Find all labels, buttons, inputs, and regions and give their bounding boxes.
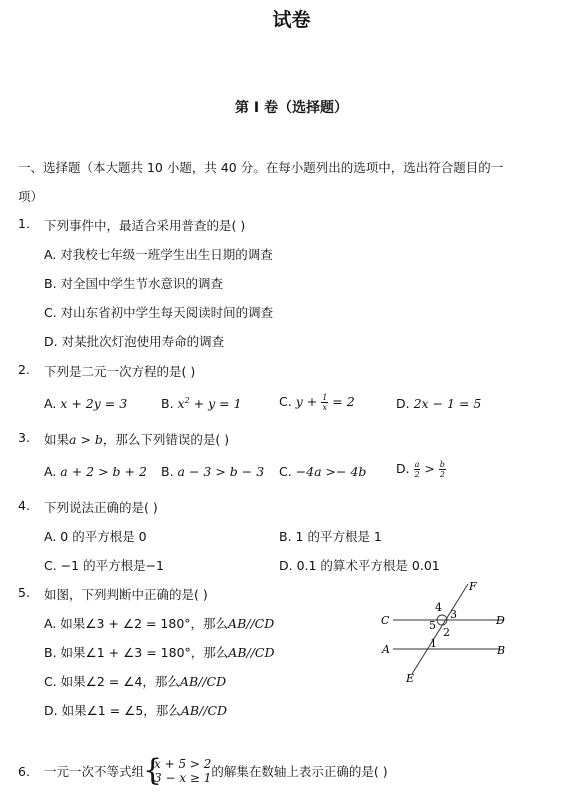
system-line-1: x + 5 > 2 xyxy=(154,757,212,771)
question-2-option-b[interactable] xyxy=(161,396,242,411)
option-d-math: AB//CD xyxy=(180,703,228,718)
option-b-text: B. 如果∠1 + ∠3 = 180°，那么 xyxy=(44,645,229,660)
question-2-stem: 下列是二元一次方程的是( ) xyxy=(44,364,196,379)
option-b-math: AB//CD xyxy=(228,645,275,660)
question-1-option-b[interactable]: B. 对全国中学生节水意识的调查 xyxy=(44,276,224,291)
fraction-denominator: 2 xyxy=(439,470,445,479)
question-2-option-c[interactable] xyxy=(279,393,355,412)
option-c-label: C. xyxy=(279,464,292,479)
question-4-stem: 下列说法正确的是( ) xyxy=(44,500,158,515)
question-5-option-a[interactable] xyxy=(44,614,274,632)
question-2-option-a[interactable] xyxy=(44,396,127,411)
option-c-fraction xyxy=(321,393,328,412)
option-d-fraction-b xyxy=(439,460,446,479)
fraction-numerator: a xyxy=(414,460,420,469)
question-2-option-d[interactable] xyxy=(396,396,481,411)
stem-pre: 一元一次不等式组 xyxy=(44,764,145,779)
question-3-stem xyxy=(44,430,229,448)
question-1-number: 1. xyxy=(18,216,30,231)
option-d-text: D. 如果∠1 = ∠5，那么 xyxy=(44,703,181,718)
option-d-label: D. xyxy=(396,396,410,411)
question-1-option-c[interactable]: C. 对山东省初中学生每天阅读时间的调查 xyxy=(44,305,274,320)
label-b: B xyxy=(497,644,506,657)
angle-label-1: 1 xyxy=(430,637,437,650)
option-c-expression: −4a >− 4b xyxy=(295,464,367,479)
option-b-rest: + y = 1 xyxy=(189,396,242,412)
option-d-label: D. xyxy=(396,461,410,476)
parallel-lines-figure xyxy=(375,578,520,688)
question-3-number: 3. xyxy=(18,430,30,445)
option-c-pre: y + xyxy=(295,394,318,409)
option-d-operator: > xyxy=(420,461,439,476)
question-3-option-d[interactable] xyxy=(396,460,446,479)
option-a-label: A. xyxy=(44,464,57,479)
option-b-expression: a − 3 > b − 3 xyxy=(177,464,265,479)
question-4-option-c[interactable]: C. −1 的平方根是−1 xyxy=(44,558,165,573)
stem-pre: 如果 xyxy=(44,432,70,447)
option-a-expression: a + 2 > b + 2 xyxy=(60,464,147,479)
system-line-2: 3 − x ≥ 1 xyxy=(154,771,212,785)
section-heading: 第 I 卷（选择题） xyxy=(235,100,348,116)
question-1-option-d[interactable]: D. 对某批次灯泡使用寿命的调查 xyxy=(44,334,225,349)
question-6-number: 6. xyxy=(18,764,30,779)
label-f: F xyxy=(469,580,477,593)
angle-label-4: 4 xyxy=(435,601,442,614)
fraction-numerator: b xyxy=(439,460,445,469)
question-5-option-c[interactable] xyxy=(44,672,226,690)
brace-icon: { xyxy=(143,753,163,788)
question-2-number: 2. xyxy=(18,362,30,377)
inequality-system xyxy=(143,753,212,788)
option-c-label: C. xyxy=(279,394,292,409)
option-d-expression: 2x − 1 = 5 xyxy=(413,396,482,411)
question-5-stem: 如图，下列判断中正确的是( ) xyxy=(44,587,208,602)
angle-label-3: 3 xyxy=(450,608,457,621)
option-a-label: A. xyxy=(44,396,57,411)
option-b-base: x xyxy=(177,396,185,412)
stem-post: ，那么下列错误的是( ) xyxy=(102,432,230,447)
question-4-option-a[interactable]: A. 0 的平方根是 0 xyxy=(44,529,147,544)
option-b-label: B. xyxy=(161,464,174,479)
instruction-line-2: 项） xyxy=(18,189,44,204)
question-1-stem: 下列事件中，最适合采用普查的是( ) xyxy=(44,218,246,233)
instruction-line-1: 一、选择题（本大题共 10 小题，共 40 分。在每小题列出的选项中，选出符合题目的一 xyxy=(18,160,504,175)
question-3-option-b[interactable] xyxy=(161,464,264,479)
question-5-option-b[interactable] xyxy=(44,643,275,661)
option-a-math: AB//CD xyxy=(228,616,275,631)
angle-label-2: 2 xyxy=(443,626,450,639)
option-a-expression: x + 2y = 3 xyxy=(60,396,128,411)
question-4-option-d[interactable]: D. 0.1 的算术平方根是 0.01 xyxy=(279,558,440,573)
question-3-option-c[interactable] xyxy=(279,464,366,479)
label-d: D xyxy=(496,614,505,627)
fraction-denominator: x xyxy=(322,403,327,412)
option-c-post: = 2 xyxy=(332,394,355,409)
label-e: E xyxy=(406,672,415,685)
stem-math: a > b xyxy=(69,432,103,447)
question-3-option-a[interactable] xyxy=(44,464,147,479)
fraction-denominator: 2 xyxy=(414,470,420,479)
option-b-exponent: 2 xyxy=(184,396,190,405)
stem-post: 的解集在数轴上表示正确的是( ) xyxy=(211,764,388,779)
angle-label-5: 5 xyxy=(429,619,436,632)
question-5-option-d[interactable] xyxy=(44,701,227,719)
option-c-text: C. 如果∠2 = ∠4，那么 xyxy=(44,674,180,689)
option-b-label: B. xyxy=(161,396,174,412)
question-4-number: 4. xyxy=(18,498,30,513)
question-6-stem xyxy=(44,753,388,788)
question-1-option-a[interactable]: A. 对我校七年级一班学生出生日期的调查 xyxy=(44,247,273,262)
fraction-numerator: 1 xyxy=(322,393,328,402)
label-a: A xyxy=(382,643,390,656)
label-c: C xyxy=(381,614,390,627)
question-4-option-b[interactable]: B. 1 的平方根是 1 xyxy=(279,529,382,544)
option-c-math: AB//CD xyxy=(179,674,227,689)
question-5-number: 5. xyxy=(18,585,30,600)
transversal-ef xyxy=(412,584,468,674)
option-a-text: A. 如果∠3 + ∠2 = 180°，那么 xyxy=(44,616,229,631)
page-title: 试卷 xyxy=(272,9,311,31)
